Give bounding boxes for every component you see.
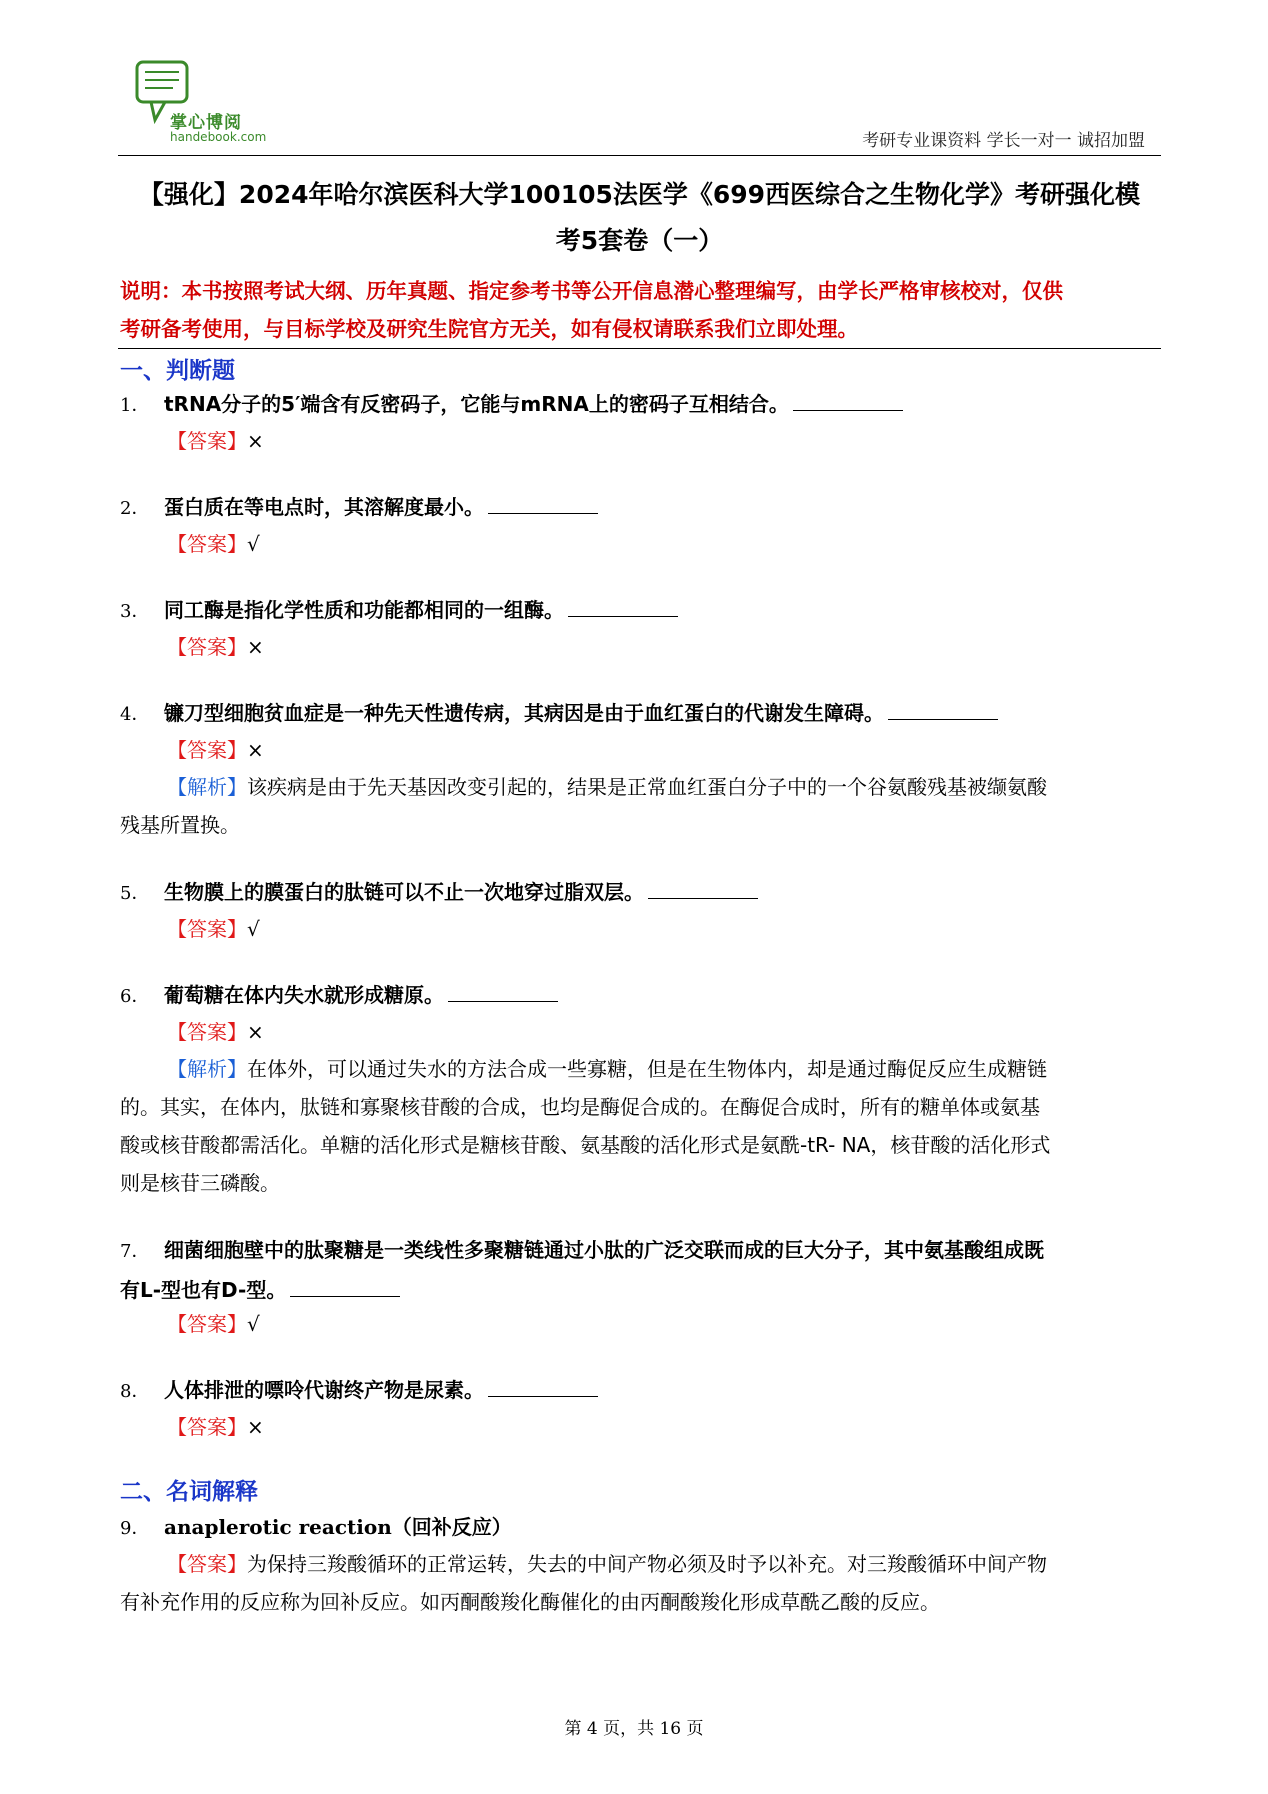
answer-blank — [488, 495, 598, 514]
analysis-line: 的。其实，在体内，肽链和寡聚核苷酸的合成，也均是酶促合成的。在酶促合成时，所有的糖单体或氨基 — [120, 1095, 1040, 1119]
question-text: 同工酶是指化学性质和功能都相同的一组酶。 — [164, 598, 564, 622]
analysis-text: 该疾病是由于先天基因改变引起的，结果是正常血红蛋白分子中的一个谷氨酸残基被缬氨酸 — [247, 775, 1047, 799]
question-4 — [120, 694, 1160, 734]
analysis-line — [120, 768, 1163, 806]
question-number: 2． — [120, 498, 150, 519]
page-number: 第 4 页，共 16 页 — [564, 1719, 704, 1739]
analysis-line — [120, 1050, 1163, 1088]
question-number: 6． — [120, 986, 150, 1007]
answer-blank — [448, 983, 558, 1002]
answer-4 — [167, 731, 264, 769]
question-8 — [120, 1371, 1160, 1411]
question-text: tRNA分子的5′端含有反密码子，它能与mRNA上的密码子互相结合。 — [164, 392, 789, 416]
answer-value: √ — [247, 917, 260, 941]
answer-label: 【答案】 — [167, 1312, 247, 1336]
notice-divider — [118, 348, 1161, 349]
question-text: 葡萄糖在体内失水就形成糖原。 — [164, 983, 444, 1007]
answer-8 — [167, 1408, 264, 1446]
section-heading-term-explanation: 二、名词解释 — [120, 1479, 258, 1505]
analysis-line: 则是核苷三磷酸。 — [120, 1171, 280, 1195]
question-6 — [120, 976, 1160, 1016]
question-9 — [120, 1508, 1160, 1548]
document-title — [118, 172, 1161, 264]
answer-blank — [488, 1378, 598, 1397]
answer-text: 为保持三羧酸循环的正常运转，失去的中间产物必须及时予以补充。对三羧酸循环中间产物 — [247, 1552, 1047, 1576]
question-text: 生物膜上的膜蛋白的肽链可以不止一次地穿过脂双层。 — [164, 880, 644, 904]
answer-label: 【答案】 — [167, 1020, 247, 1044]
answer-value: × — [247, 738, 264, 762]
answer-blank — [793, 392, 903, 411]
analysis-line: 酸或核苷酸都需活化。单糖的活化形式是糖核苷酸、氨基酸的活化形式是氨酰-tR- NA，核苷酸的活化形式 — [120, 1133, 1051, 1157]
analysis-text: 在体外，可以通过失水的方法合成一些寡糖，但是在生物体内，却是通过酶促反应生成糖链 — [247, 1057, 1047, 1081]
answer-line — [120, 1545, 1163, 1583]
question-2 — [120, 488, 1160, 528]
answer-value: × — [247, 1415, 264, 1439]
question-text: 蛋白质在等电点时，其溶解度最小。 — [164, 495, 484, 519]
header-divider — [118, 155, 1161, 156]
header-slogan: 考研专业课资料 学长一对一 诚招加盟 — [862, 131, 1145, 151]
question-3 — [120, 591, 1160, 631]
answer-blank — [888, 701, 998, 720]
question-number: 9． — [120, 1518, 150, 1539]
analysis-4 — [120, 768, 1163, 844]
answer-label: 【答案】 — [167, 917, 247, 941]
question-text: 有L-型也有D-型。 — [120, 1278, 287, 1302]
logo-url: handebook.com — [170, 130, 267, 144]
question-line — [120, 1271, 1160, 1309]
answer-value: √ — [247, 532, 260, 556]
notice-line-1: 说明：本书按照考试大纲、历年真题、指定参考书等公开信息潜心整理编写，由学长严格审核校对，仅供 — [120, 279, 1063, 303]
answer-value: × — [247, 429, 264, 453]
question-text: 人体排泄的嘌呤代谢终产物是尿素。 — [164, 1378, 484, 1402]
question-number: 1． — [120, 395, 150, 416]
logo-text: 掌心博阅 — [170, 113, 242, 133]
question-text: 镰刀型细胞贫血症是一种先天性遗传病，其病因是由于血红蛋白的代谢发生障碍。 — [164, 701, 884, 725]
title-line-2: 考5套卷（一） — [555, 226, 724, 255]
question-text: anaplerotic reaction（回补反应） — [164, 1515, 512, 1539]
answer-label: 【答案】 — [167, 635, 247, 659]
answer-line: 有补充作用的反应称为回补反应。如丙酮酸羧化酶催化的由丙酮酸羧化形成草酰乙酸的反应。 — [120, 1590, 940, 1614]
answer-blank — [290, 1278, 400, 1297]
answer-label: 【答案】 — [167, 532, 247, 556]
question-text: 细菌细胞壁中的肽聚糖是一类线性多聚糖链通过小肽的广泛交联而成的巨大分子，其中氨基酸组成既 — [164, 1238, 1044, 1262]
answer-value: √ — [247, 1312, 260, 1336]
analysis-line: 残基所置换。 — [120, 813, 240, 837]
answer-blank — [648, 880, 758, 899]
answer-value: × — [247, 1020, 264, 1044]
copyright-notice — [120, 272, 1160, 348]
title-line-1: 【强化】2024年哈尔滨医科大学100105法医学《699西医综合之生物化学》考研强化模 — [138, 180, 1141, 209]
answer-blank — [568, 598, 678, 617]
answer-3 — [167, 628, 264, 666]
question-number: 5． — [120, 883, 150, 904]
question-5 — [120, 873, 1160, 913]
answer-label: 【答案】 — [167, 738, 247, 762]
question-number: 3． — [120, 601, 150, 622]
notice-line-2: 考研备考使用，与目标学校及研究生院官方无关，如有侵权请联系我们立即处理。 — [120, 317, 858, 341]
answer-2 — [167, 525, 260, 563]
analysis-label: 【解析】 — [167, 1057, 247, 1081]
answer-9 — [120, 1545, 1163, 1621]
analysis-label: 【解析】 — [167, 775, 247, 799]
question-7 — [120, 1231, 1160, 1309]
analysis-6 — [120, 1050, 1163, 1202]
answer-label: 【答案】 — [167, 1415, 247, 1439]
answer-label: 【答案】 — [167, 429, 247, 453]
section-heading-true-false: 一、判断题 — [120, 358, 235, 384]
question-line — [120, 1231, 1160, 1271]
question-number: 4． — [120, 704, 150, 725]
answer-6 — [167, 1013, 264, 1051]
question-1 — [120, 385, 1160, 425]
answer-label: 【答案】 — [167, 1552, 247, 1576]
question-number: 8． — [120, 1381, 150, 1402]
answer-1 — [167, 422, 264, 460]
answer-value: × — [247, 635, 264, 659]
answer-7 — [167, 1305, 260, 1343]
question-number: 7． — [120, 1241, 150, 1262]
answer-5 — [167, 910, 260, 948]
